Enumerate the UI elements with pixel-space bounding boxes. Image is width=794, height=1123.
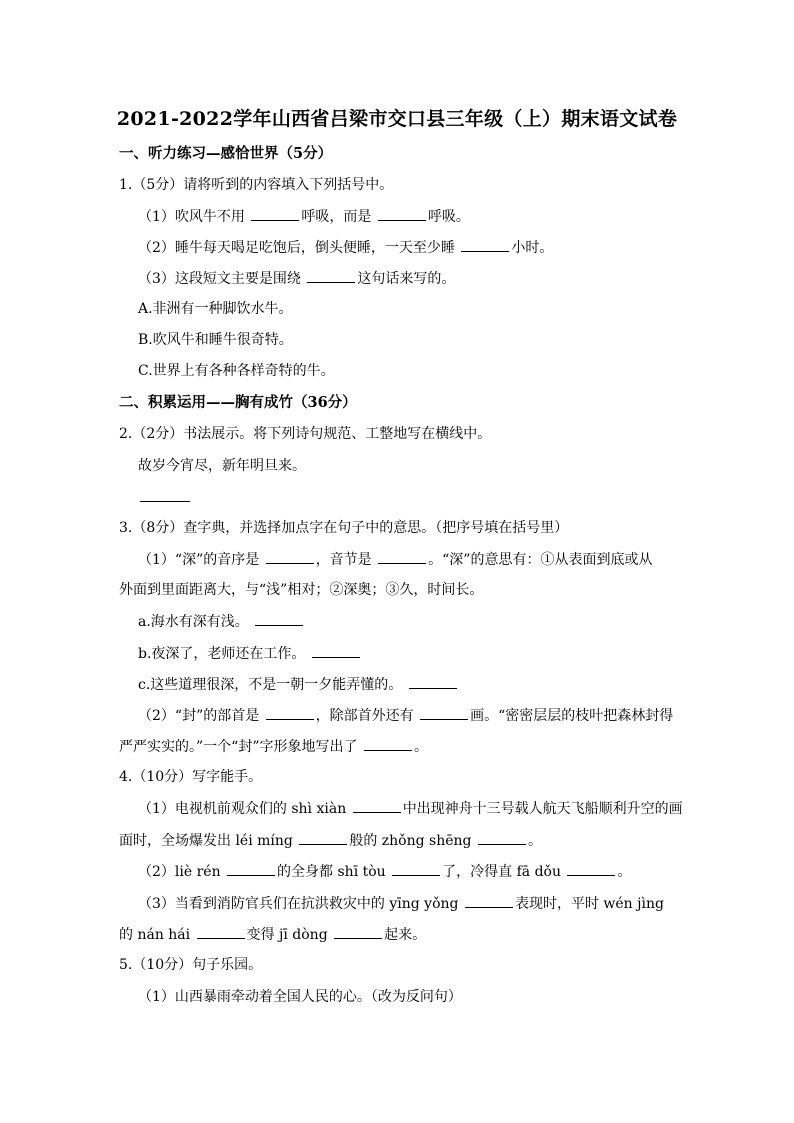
answer-blank[interactable]: [312, 643, 360, 658]
answer-blank[interactable]: [420, 705, 468, 720]
q1-p1-text-c: 呼吸。: [427, 209, 470, 225]
answer-blank[interactable]: [334, 924, 382, 939]
option-b: B.吹风牛和睡牛很奇特。: [138, 332, 293, 348]
q3-p2-text-e: 。: [413, 739, 428, 755]
answer-blank[interactable]: [266, 705, 314, 720]
q4-p2-text-d: 。: [617, 864, 632, 880]
q3-p2-text-d: 严严实实的。”一个“封”字形象地写出了: [119, 739, 358, 755]
question-4-part-3-cont: [119, 924, 426, 945]
question-1-part-3: [138, 268, 455, 289]
exam-title: 2021-2022学年山西省吕梁市交口县三年级（上）期末语文试卷: [116, 108, 678, 130]
q4-p2-text-b: 的全身都 shī tòu: [277, 864, 386, 880]
q4-p3-text-a: （3）当看到消防官兵们在抗洪救灾中的 yīng yǒng: [138, 896, 459, 912]
q4-p1-text-e: 。: [527, 833, 542, 849]
q3-p1-text-b: ，音节是: [315, 552, 372, 568]
answer-blank[interactable]: [465, 893, 513, 908]
q3-p2-text-b: ，除部首外还有: [315, 708, 414, 724]
q4-p3-text-d: 变得 jī dòng: [246, 927, 328, 943]
q3-p1-text-a: （1）“深”的音序是: [138, 552, 260, 568]
q1-p3-text-b: 这句话来写的。: [357, 271, 456, 287]
answer-blank[interactable]: [567, 861, 615, 876]
poem-line: 故岁今宵尽，新年明旦来。: [138, 458, 306, 474]
q1-p1-text-b: 呼吸，而是: [301, 209, 372, 225]
answer-blank[interactable]: [461, 237, 509, 252]
question-3-part-1-cont: 外面到里面距离大，与“浅”相对；②深奥；③久，时间长。: [119, 582, 484, 598]
answer-blank[interactable]: [364, 736, 412, 751]
q1-p2-text-b: 小时。: [511, 240, 554, 256]
q4-p1-text-c: 面时，全场爆发出 léi míng: [119, 833, 293, 849]
question-3-part-2: [138, 705, 673, 726]
answer-blank[interactable]: [251, 206, 299, 221]
q3-p2-text-c: 画。“密密层层的枝叶把森林封得: [470, 708, 674, 724]
question-2-stem: 2.（2分）书法展示。将下列诗句规范、工整地写在横线中。: [119, 426, 492, 442]
question-4-part-2: [138, 861, 631, 882]
question-4-part-1-cont: [119, 830, 542, 851]
q4-p2-text-c: 了，冷得直 fā dǒu: [442, 864, 561, 880]
question-3-part-2-cont: [119, 736, 428, 757]
q4-p2-text-a: （2）liè rén: [138, 864, 221, 880]
question-1-part-2: [138, 237, 553, 258]
q3-sentence-b: [138, 643, 362, 664]
q1-p3-text-a: （3）这段短文主要是围绕: [138, 271, 301, 287]
q3-p2-text-a: （2）“封”的部首是: [138, 708, 260, 724]
answer-blank[interactable]: [378, 206, 426, 221]
q1-p1-text-a: （1）吹风牛不用: [138, 209, 245, 225]
answer-blank[interactable]: [299, 830, 347, 845]
option-c: C.世界上有各种各样奇特的牛。: [138, 363, 335, 379]
question-5-stem: 5.（10分）句子乐园。: [119, 957, 263, 973]
question-1-part-1: [138, 206, 470, 227]
answer-blank[interactable]: [266, 549, 314, 564]
question-2-answer-line: [138, 487, 192, 508]
q4-p3-text-e: 起来。: [384, 927, 427, 943]
q4-p1-text-b: 中出现神舟十三号载人航天飞船顺利升空的画: [402, 801, 683, 817]
section-1-heading: 一、听力练习—感恰世界（5分）: [119, 145, 333, 162]
q3-sentence-c: [138, 674, 459, 695]
q1-p2-text-a: （2）睡牛每天喝足吃饱后，倒头便睡，一天至少睡: [138, 240, 455, 256]
question-5-part-1: （1）山西暴雨牵动着全国人民的心。（改为反问句）: [138, 989, 462, 1005]
q4-p1-text-d: 般的 zhǒng shēng: [349, 833, 472, 849]
q4-p1-text-a: （1）电视机前观众们的 shì xiàn: [138, 801, 347, 817]
answer-blank[interactable]: [378, 549, 426, 564]
answer-blank[interactable]: [478, 830, 526, 845]
question-4-stem: 4.（10分）写字能手。: [119, 769, 263, 785]
question-3-stem: 3.（8分）查字典，并选择加点字在句子中的意思。（把序号填在括号里）: [119, 520, 569, 536]
question-3-part-1: [138, 549, 652, 570]
answer-blank[interactable]: [353, 798, 401, 813]
section-2-heading: 二、积累运用——胸有成竹（36分）: [119, 394, 357, 411]
q3-sentence-c-text: c.这些道理很深，不是一朝一夕能弄懂的。: [138, 677, 403, 693]
answer-blank[interactable]: [255, 611, 303, 626]
answer-blank[interactable]: [140, 487, 190, 502]
answer-blank[interactable]: [307, 268, 355, 283]
q3-p1-text-c: 。“深”的意思有：①从表面到底或从: [428, 552, 653, 568]
option-a: A.非洲有一种脚饮水牛。: [138, 301, 293, 317]
q3-sentence-a: [138, 611, 305, 632]
answer-blank[interactable]: [409, 674, 457, 689]
answer-blank[interactable]: [392, 861, 440, 876]
answer-blank[interactable]: [197, 924, 245, 939]
q4-p3-text-c: 的 nán hái: [119, 927, 191, 943]
q3-sentence-b-text: b.夜深了，老师还在工作。: [138, 646, 306, 662]
q3-sentence-a-text: a.海水有深有浅。: [138, 614, 249, 630]
q4-p3-text-b: 表现时，平时 wén jìng: [514, 896, 664, 912]
question-1-stem: 1.（5分）请将听到的内容填入下列括号中。: [119, 177, 394, 193]
question-4-part-3: [138, 893, 664, 914]
answer-blank[interactable]: [227, 861, 275, 876]
question-4-part-1: [138, 798, 683, 819]
